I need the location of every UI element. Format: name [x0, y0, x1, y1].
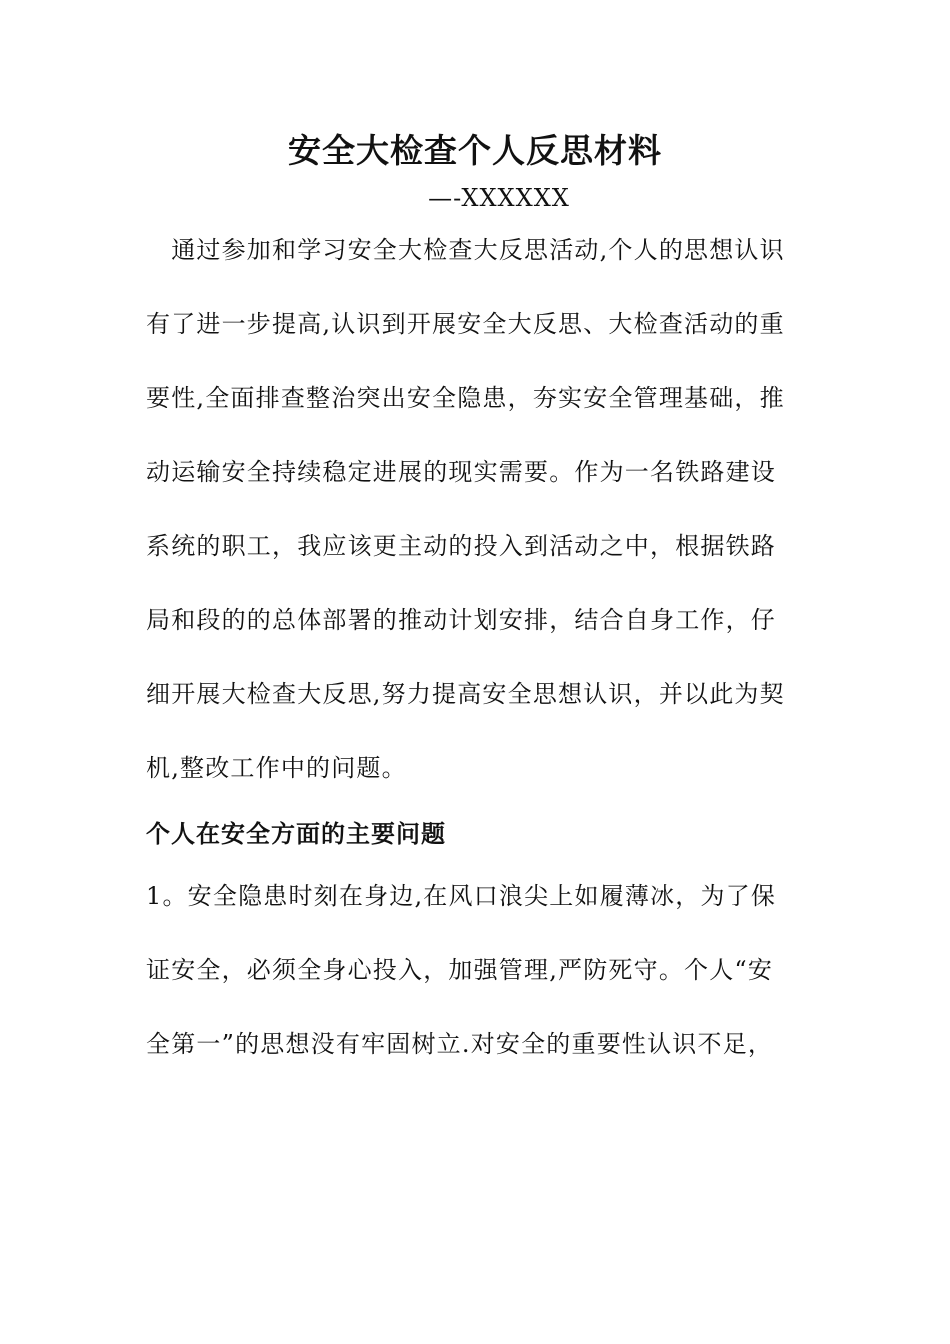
paragraph-line: 动运输安全持续稳定进展的现实需要。作为一名铁路建设 [146, 458, 776, 486]
section-heading: 个人在安全方面的主要问题 [146, 820, 446, 848]
intro-paragraph [146, 232, 806, 824]
paragraph-line: 有了进一步提高,认识到开展安全大反思、大检查活动的重 [146, 310, 785, 338]
paragraph-line: 细开展大检查大反思,努力提高安全思想认识，并以此为契 [146, 680, 785, 708]
paragraph-line: 证安全，必须全身心投入，加强管理,严防死守。个人“安 [146, 956, 774, 984]
document-author: —-XXXXXX [428, 184, 570, 212]
paragraph-line: 机,整改工作中的问题。 [146, 754, 407, 782]
paragraph-line: 全第一”的思想没有牢固树立.对安全的重要性认识不足， [146, 1030, 774, 1058]
item-1-paragraph [146, 878, 806, 1100]
paragraph-line: 通过参加和学习安全大检查大反思活动,个人的思想认识 [146, 236, 785, 264]
document-title: 安全大检查个人反思材料 [288, 131, 662, 170]
paragraph-line: 系统的职工，我应该更主动的投入到活动之中，根据铁路 [146, 532, 776, 560]
paragraph-line: 要性,全面排查整治突出安全隐患，夯实安全管理基础，推 [146, 384, 785, 412]
paragraph-line: 1。安全隐患时刻在身边,在风口浪尖上如履薄冰，为了保 [146, 882, 777, 910]
paragraph-line: 局和段的的总体部署的推动计划安排，结合自身工作，仔 [146, 606, 776, 634]
